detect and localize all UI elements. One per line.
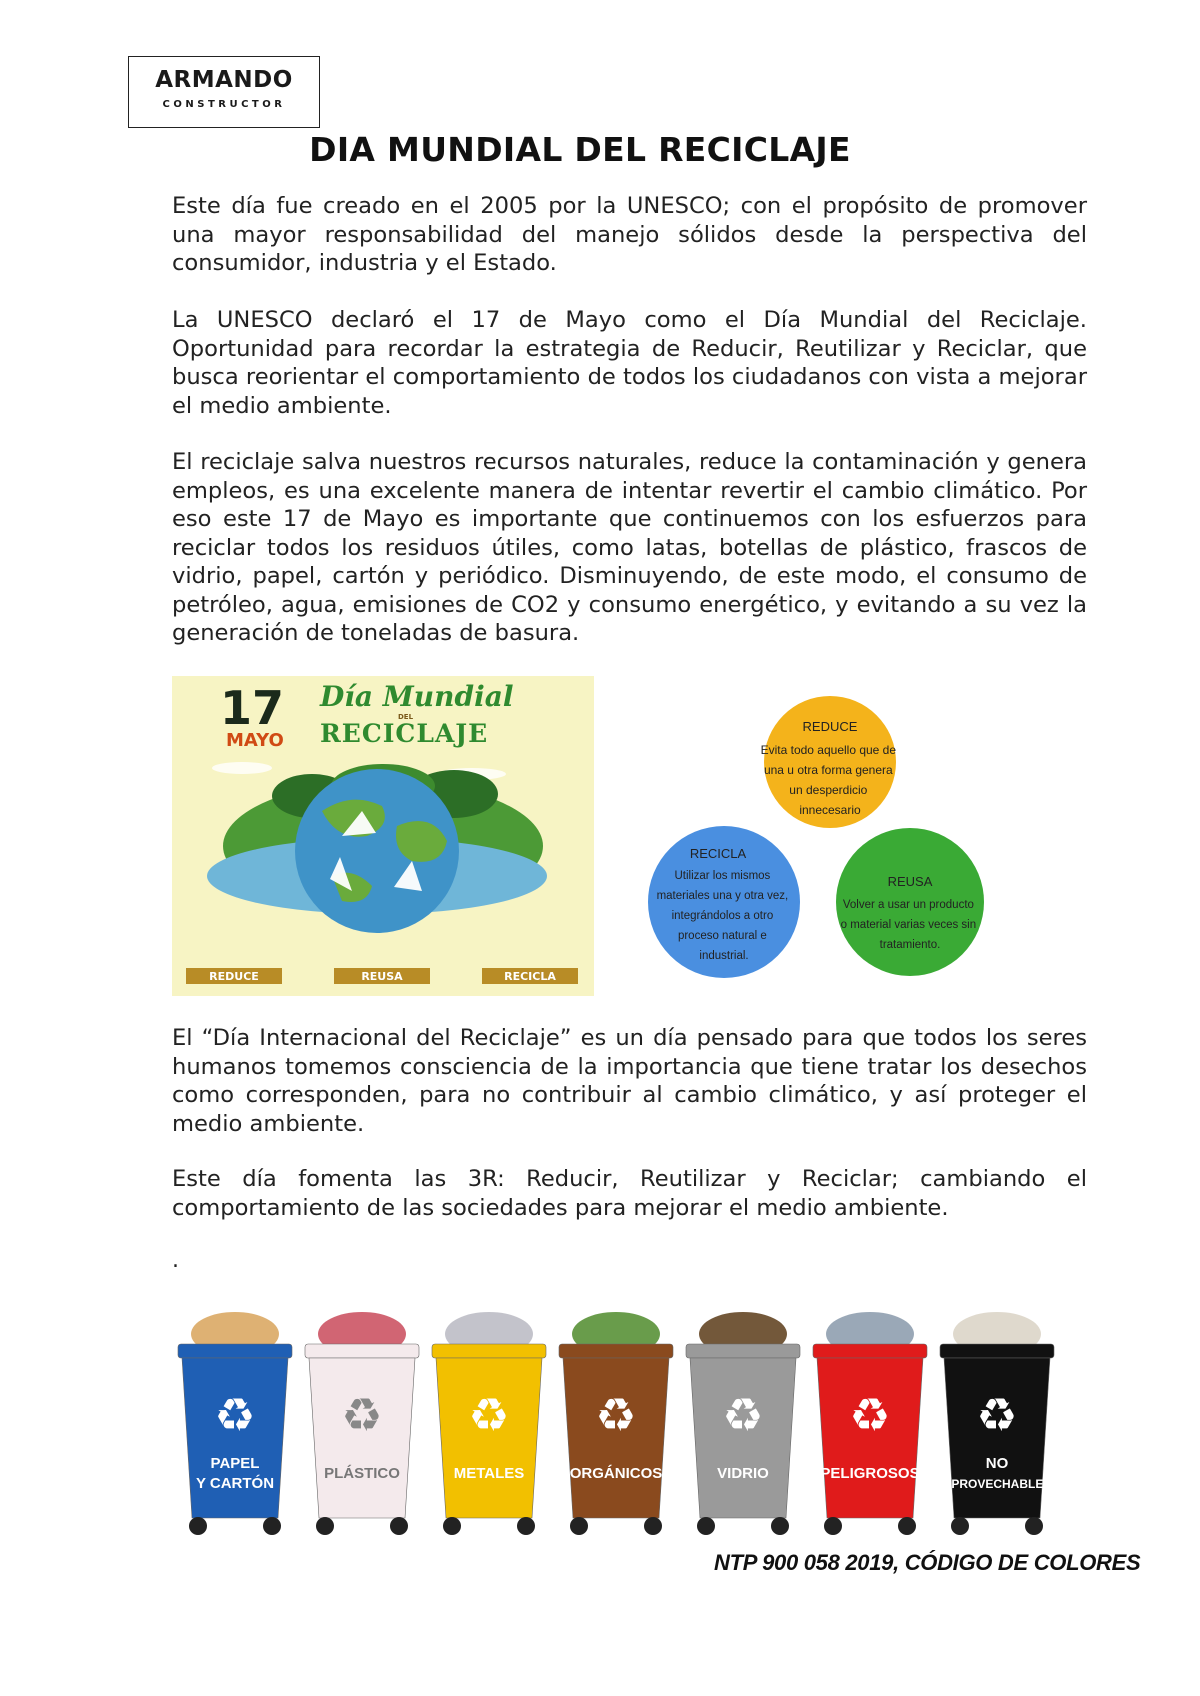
recicla-line-2: materiales una y otra vez, bbox=[656, 890, 789, 902]
bin-lid-5 bbox=[813, 1344, 927, 1358]
reduce-line-2: una u otra forma genera bbox=[763, 763, 893, 777]
bin-label-6-0: NO bbox=[985, 1455, 1009, 1472]
bin-wheel-right-0 bbox=[263, 1517, 281, 1535]
paragraph-3r: Este día fomenta las 3R: Reducir, Reutilizar y Reciclar; cambiando el comportamiento de las sociedades para mejorar el medio ambiente. bbox=[172, 1166, 1087, 1221]
bin-4 bbox=[686, 1312, 800, 1535]
logo-name: ARMANDO bbox=[155, 67, 293, 93]
bin-label-1-0: PLÁSTICO bbox=[324, 1465, 400, 1482]
bin-wheel-left-1 bbox=[316, 1517, 334, 1535]
bin-wheel-left-6 bbox=[951, 1517, 969, 1535]
recicla-line-1: Utilizar los mismos bbox=[674, 870, 771, 882]
bin-wheel-left-2 bbox=[443, 1517, 461, 1535]
logo-tagline: CONSTRUCTOR bbox=[162, 99, 286, 110]
world-recycling-day-poster bbox=[172, 676, 594, 996]
bin-lid-2 bbox=[432, 1344, 546, 1358]
bin-lid-1 bbox=[305, 1344, 419, 1358]
poster-line1: Día Mundial bbox=[320, 680, 514, 713]
bin-3 bbox=[559, 1312, 673, 1535]
bin-wheel-right-4 bbox=[771, 1517, 789, 1535]
bin-label-6-1: APROVECHABLES bbox=[942, 1477, 1052, 1491]
poster-line2: DEL bbox=[398, 713, 414, 721]
recycle-icon-6: ♻ bbox=[976, 1388, 1018, 1442]
poster-month: MAYO bbox=[226, 730, 284, 751]
ribbon-reduce: REDUCE bbox=[209, 970, 259, 983]
bin-2 bbox=[432, 1312, 546, 1535]
three-r-diagram bbox=[640, 696, 1000, 986]
recycle-icon-0: ♻ bbox=[214, 1388, 256, 1442]
bin-wheel-right-6 bbox=[1025, 1517, 1043, 1535]
bin-wheel-right-2 bbox=[517, 1517, 535, 1535]
stray-dot: . bbox=[172, 1248, 179, 1273]
bin-6 bbox=[940, 1312, 1054, 1535]
bin-wheel-left-3 bbox=[570, 1517, 588, 1535]
bin-lid-3 bbox=[559, 1344, 673, 1358]
recicla-title: RECICLA bbox=[689, 846, 747, 861]
recicla-line-3: integrándolos a otro bbox=[671, 910, 774, 922]
paragraph-unesco: La UNESCO declaró el 17 de Mayo como el Día Mundial del Reciclaje. Oportunidad para recordar la estrategia de Reducir, Reutilizar y Reciclar, que busca reorientar el comportamiento de todos los ciudadanos con vista a mejorar el medio ambiente. bbox=[172, 307, 1087, 419]
bin-wheel-right-5 bbox=[898, 1517, 916, 1535]
reusa-line-3: tratamiento. bbox=[879, 939, 941, 951]
recycle-icon-1: ♻ bbox=[341, 1388, 383, 1442]
recycle-icon-2: ♻ bbox=[468, 1388, 510, 1442]
bin-lid-0 bbox=[178, 1344, 292, 1358]
paragraph-intro: Este día fue creado en el 2005 por la UNESCO; con el propósito de promover una mayor responsabilidad del manejo sólidos desde la perspectiva del consumidor, industria y el Estado. bbox=[172, 193, 1087, 276]
reduce-line-1: Evita todo aquello que de bbox=[760, 743, 897, 757]
bin-wheel-right-3 bbox=[644, 1517, 662, 1535]
bin-label-0-1: Y CARTÓN bbox=[195, 1475, 275, 1492]
recycle-icon-3: ♻ bbox=[595, 1388, 637, 1442]
paragraph-international-day: El “Día Internacional del Reciclaje” es un día pensado para que todos los seres humanos tomemos consciencia de la importancia que tiene tratar los desechos como corresponden, para no contribuir al cambio climático, y así proteger el medio ambiente. bbox=[172, 1025, 1087, 1137]
poster-line3: RECICLAJE bbox=[320, 719, 489, 748]
recycling-bins-illustration bbox=[176, 1286, 1086, 1542]
ribbon-reusa: REUSA bbox=[361, 970, 403, 983]
bin-label-0-0: PAPEL bbox=[210, 1455, 260, 1472]
bin-lid-4 bbox=[686, 1344, 800, 1358]
page-title: DIA MUNDIAL DEL RECICLAJE bbox=[309, 130, 851, 169]
bin-label-4-0: VIDRIO bbox=[717, 1465, 769, 1482]
poster-day: 17 bbox=[220, 681, 285, 735]
bin-wheel-left-0 bbox=[189, 1517, 207, 1535]
bin-wheel-left-5 bbox=[824, 1517, 842, 1535]
bin-label-2-0: METALES bbox=[453, 1465, 525, 1482]
reusa-title: REUSA bbox=[887, 874, 933, 889]
bin-5 bbox=[813, 1312, 927, 1535]
reusa-line-1: Volver a usar un producto bbox=[842, 899, 974, 911]
bin-lid-6 bbox=[940, 1344, 1054, 1358]
recicla-line-4: proceso natural e bbox=[677, 930, 767, 942]
reusa-line-2: o material varias veces sin bbox=[840, 919, 977, 931]
bin-label-3-0: ORGÁNICOS bbox=[569, 1465, 663, 1482]
reduce-line-4: innecesario bbox=[799, 803, 861, 817]
reduce-title: REDUCE bbox=[802, 719, 858, 734]
bin-wheel-right-1 bbox=[390, 1517, 408, 1535]
recicla-line-5: industrial. bbox=[699, 950, 749, 962]
reduce-line-3: un desperdicio bbox=[789, 783, 868, 797]
ribbon-recicla: RECICLA bbox=[504, 970, 556, 983]
bin-wheel-left-4 bbox=[697, 1517, 715, 1535]
paragraph-benefits: El reciclaje salva nuestros recursos naturales, reduce la contaminación y genera empleos, es una excelente manera de intentar revertir el cambio climático. Por eso este 17 de Mayo es importante que continuemos con los esfuerzos para reciclar todos los residuos útiles, como latas, botellas de plástico, frascos de vidrio, papel, cartón y periódico. Disminuyendo, de este modo, el consumo de petróleo, agua, emisiones de CO2 y consumo energético, y evitando a su vez la generación de toneladas de basura. bbox=[172, 449, 1087, 646]
bin-1 bbox=[305, 1312, 419, 1535]
recycle-icon-5: ♻ bbox=[849, 1388, 891, 1442]
brand-logo bbox=[128, 56, 320, 128]
bin-label-5-0: PELIGROSOS bbox=[820, 1465, 920, 1482]
bin-0 bbox=[178, 1312, 292, 1535]
recycle-icon-4: ♻ bbox=[722, 1388, 764, 1442]
color-code-caption: NTP 900 058 2019, CÓDIGO DE COLORES bbox=[714, 1550, 1141, 1575]
